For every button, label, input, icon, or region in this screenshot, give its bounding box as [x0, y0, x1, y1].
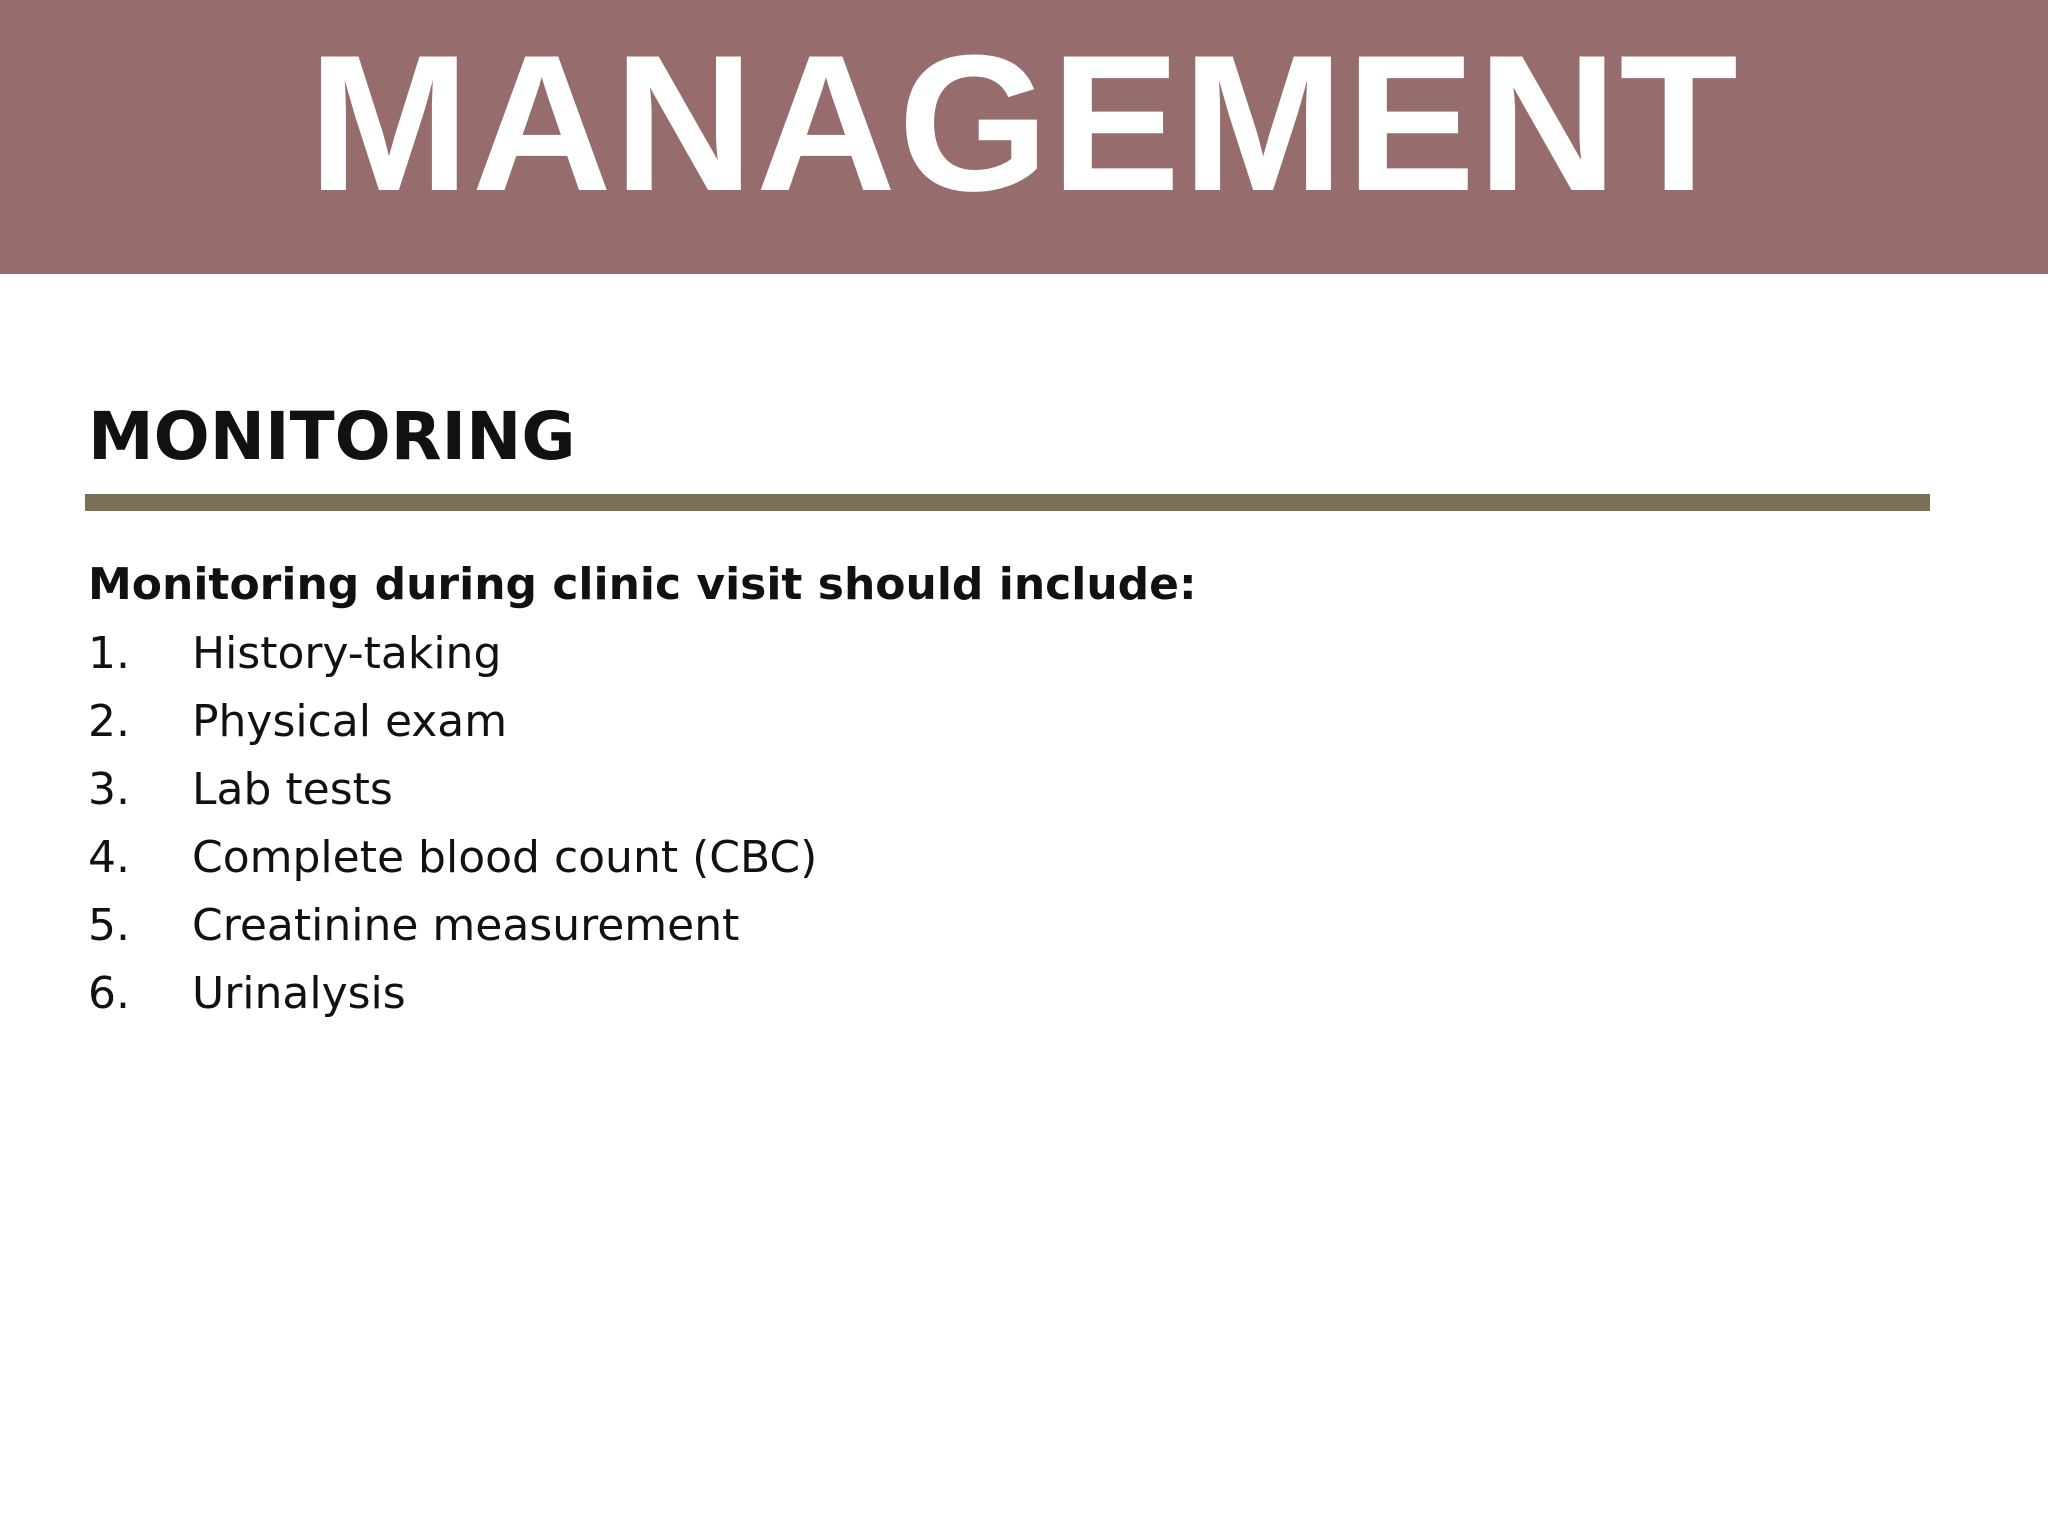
list-item-text: Physical exam [192, 696, 508, 747]
list-item-text: Creatinine measurement [192, 900, 740, 951]
list-item-number: 3. [88, 764, 130, 815]
list-item-number: 5. [88, 900, 130, 951]
intro-text: Monitoring during clinic visit should include: [88, 559, 1197, 610]
list-item-text: Complete blood count (CBC) [192, 832, 818, 883]
section-title: MONITORING [88, 398, 576, 475]
section-divider [85, 494, 1930, 511]
list-item-text: Urinalysis [192, 968, 406, 1019]
list-item-number: 6. [88, 968, 130, 1019]
list-item-text: History-taking [192, 628, 502, 679]
list-item-number: 2. [88, 696, 130, 747]
list-item-text: Lab tests [192, 764, 393, 815]
header-band [0, 0, 2048, 274]
list-item-number: 1. [88, 628, 130, 679]
slide-title: MANAGEMENT [308, 15, 1740, 232]
list-item-number: 4. [88, 832, 130, 883]
